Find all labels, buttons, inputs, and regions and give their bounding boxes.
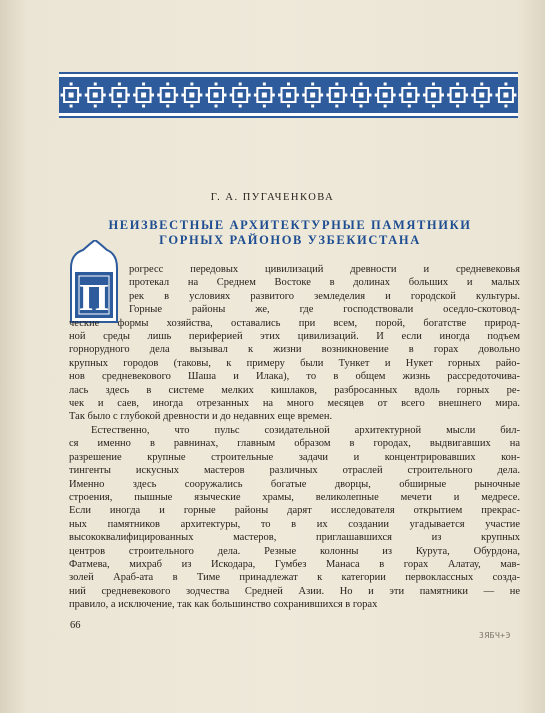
- text-line: золей Араб-ата в Тиме принадлежат к категории первоклассных созда-: [69, 572, 520, 584]
- ornament-motif: [447, 83, 468, 108]
- ornament-motif: [85, 83, 106, 108]
- ornament-motif: [495, 83, 516, 108]
- text-line: ся именно в равнинах, главным образом в городах, выдвигавших на: [69, 438, 520, 450]
- text-line: Горные районы же, где господствовали оседло-скотовод-: [129, 304, 520, 316]
- text-line: рек в условиях развитого земледелия и городской культуры.: [129, 290, 520, 302]
- ornament-band: [59, 77, 518, 113]
- text-line: Фатмева, михраб из Искодара, Гумбез Манаса в горах Алатау, мав-: [69, 558, 520, 570]
- text-line: рогресс передовых цивилизаций древности и средневековья: [129, 264, 520, 275]
- ornament-motif: [157, 83, 178, 108]
- text-line: Естественно, что пульс созидательной архитектурной мысли бил-: [91, 424, 520, 436]
- text-line: чек и саев, иногда отрезанных на много месяцев от всего внешнего мира.: [69, 398, 520, 410]
- text-line: Если иногда и горные районы дарят исследователя открытием прекрас-: [69, 505, 520, 517]
- text-line: строения, пышные языческие храмы, великолепные мечети и медресе.: [69, 491, 520, 503]
- title-line-1: НЕИЗВЕСТНЫЕ АРХИТЕКТУРНЫЕ ПАМЯТНИКИ: [108, 218, 472, 232]
- text-line: лась здесь в системе мелких кишлаков, разбросанных вдоль горных ре-: [69, 384, 520, 396]
- ornament-motif: [109, 83, 130, 108]
- text-line: Именно здесь сооружались богатые дворцы, обширные рыночные: [69, 478, 520, 490]
- text-line: высококвалифицированных мастеров, приглашавшихся из крупных: [69, 532, 520, 544]
- library-stamp: ЗЯБЧ+Э: [479, 631, 511, 640]
- page-number: 66: [70, 620, 81, 631]
- text-line: разрешение крупные строительные задачи и концентрировавших кон-: [69, 451, 520, 463]
- ornament-motif: [278, 83, 299, 108]
- ornament-motif: [399, 83, 420, 108]
- ornament-motif: [61, 83, 82, 108]
- text-line: центров строительного дела. Резные колонны из Курута, Обурдона,: [69, 545, 520, 557]
- text-line: протекал на Среднем Востоке в долинах больших и малых: [129, 277, 520, 289]
- author-name: Г. А. ПУГАЧЕНКОВА: [210, 192, 335, 203]
- drop-cap-letter: П: [79, 277, 109, 319]
- ornament-bottom-line: [59, 116, 518, 118]
- ornament-motif: [350, 83, 371, 108]
- text-line: ческие формы хозяйства, оставались при всем, порой, богатстве природ-: [69, 317, 520, 329]
- text-line: тингенты искусных мастеров различных отраслей строительного дела.: [69, 465, 520, 477]
- ornament-motif: [302, 83, 323, 108]
- text-line: ной среды лишь периферией этих цивилизаций. И если иногда подъем: [69, 331, 520, 343]
- ornament-motif: [181, 83, 202, 108]
- text-line: нов средневекового Шаша и Илака), то в общем жизнь рассредоточива-: [69, 371, 520, 383]
- ornament-pattern-icon: [59, 77, 518, 113]
- ornament-top-line: [59, 72, 518, 74]
- text-line: крупных городов (таковы, к примеру были Тункет и Нукет горных райо-: [69, 357, 520, 369]
- ornament-motif: [206, 83, 227, 108]
- ornamental-header-band: [59, 72, 518, 118]
- ornament-motif: [375, 83, 396, 108]
- ornament-motif: [471, 83, 492, 108]
- article-title: [80, 218, 500, 248]
- ornament-motif: [230, 83, 251, 108]
- article-body: [69, 263, 520, 612]
- ornament-motif: [254, 83, 275, 108]
- ornament-motif: [133, 83, 154, 108]
- text-line: ний средневекового зодчества Средней Азии. Но и эти памятники — не: [69, 585, 520, 597]
- text-line: правило, а исключение, так как большинство сохранившихся в горах: [69, 599, 378, 611]
- title-line-2: ГОРНЫХ РАЙОНОВ УЗБЕКИСТАНА: [159, 233, 421, 247]
- ornament-motif: [423, 83, 444, 108]
- text-line: ных памятников архитектуры, то в их создании угадывается участие: [69, 518, 520, 530]
- ornament-motif: [326, 83, 347, 108]
- text-line: Так было с глубокой древности и до недавних еще времен.: [69, 411, 333, 423]
- text-line: горнорудного дела вызывал к жизни возникновение в горах довольно: [69, 344, 520, 356]
